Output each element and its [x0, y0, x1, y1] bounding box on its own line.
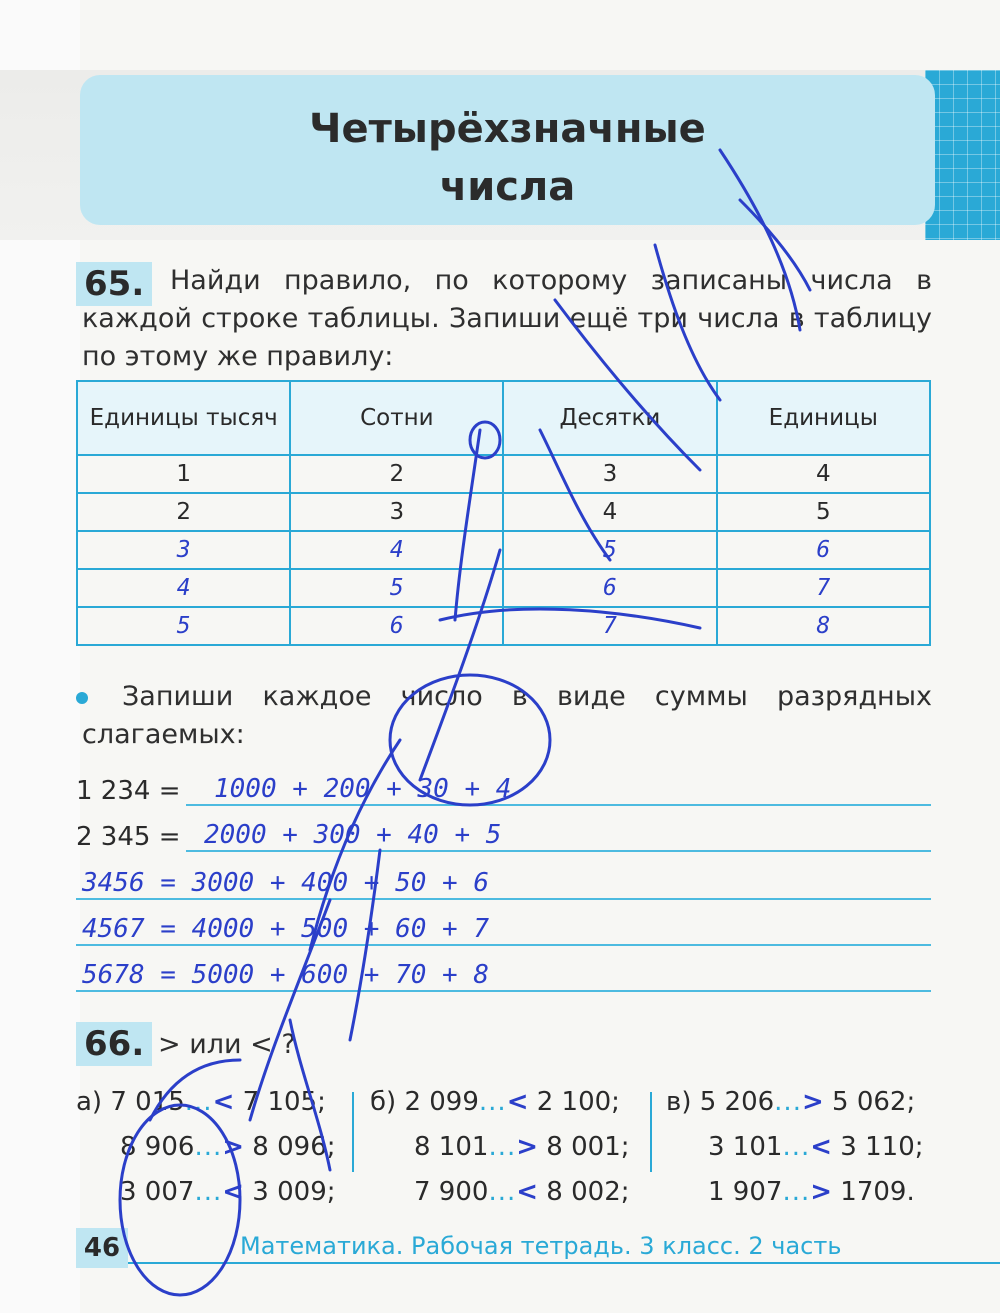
handwritten-cell[interactable]: 4: [77, 569, 290, 607]
handwritten-cell[interactable]: 3: [77, 531, 290, 569]
task-66-number: 66.: [76, 1022, 152, 1066]
number-left: 8 906: [120, 1132, 195, 1162]
handwritten-cell[interactable]: 6: [290, 607, 503, 645]
ruled-line: [76, 990, 931, 992]
equation-answer[interactable]: 1000 + 200 + 30 + 4: [214, 774, 512, 804]
ruled-line: [186, 804, 931, 806]
equation-label: 2 345 =: [76, 822, 181, 852]
title-line-1: Четырёхзначные: [309, 106, 706, 152]
number-left: 2 099: [404, 1087, 479, 1117]
handwritten-cell[interactable]: 6: [717, 531, 930, 569]
answer-blank[interactable]: ...: [194, 1177, 223, 1207]
column-divider: [650, 1092, 652, 1172]
number-left: 3 007: [120, 1177, 195, 1207]
handwritten-cell[interactable]: 7: [503, 607, 716, 645]
header-hundreds: Сотни: [290, 381, 503, 455]
page-title: [80, 100, 935, 216]
ruled-line: [76, 898, 931, 900]
compare-column-b: [370, 1080, 630, 1215]
column-letter: а): [76, 1087, 103, 1117]
table-row-handwritten: [77, 569, 930, 607]
title-line-2: числа: [439, 164, 576, 210]
handwritten-cell[interactable]: 8: [717, 607, 930, 645]
ruled-line: [76, 944, 931, 946]
header-thousands: Единицы тысяч: [77, 381, 290, 455]
answer-blank[interactable]: ...: [478, 1087, 507, 1117]
table-header-row: [77, 381, 930, 455]
table-row: [77, 493, 930, 531]
answer-sign[interactable]: >: [801, 1087, 824, 1117]
header-tens: Десятки: [503, 381, 716, 455]
task-66-prompt: > или < ?: [158, 1029, 296, 1060]
number-right: 8 002;: [546, 1177, 630, 1207]
answer-blank[interactable]: ...: [488, 1177, 517, 1207]
header-units: Единицы: [717, 381, 930, 455]
number-right: 7 105;: [242, 1087, 326, 1117]
equation-answer[interactable]: 4567 = 4000 + 500 + 60 + 7: [82, 914, 489, 944]
table-row-handwritten: [77, 531, 930, 569]
number-left: 8 101: [414, 1132, 489, 1162]
answer-blank[interactable]: ...: [488, 1132, 517, 1162]
answer-sign[interactable]: >: [516, 1132, 539, 1162]
book-title: Математика. Рабочая тетрадь. 3 класс. 2 часть: [240, 1232, 842, 1260]
number-right: 3 110;: [840, 1132, 924, 1162]
number-left: 5 206: [699, 1087, 775, 1117]
handwritten-cell[interactable]: 5: [503, 531, 716, 569]
number-left: 7 900: [414, 1177, 489, 1207]
handwritten-cell[interactable]: 7: [717, 569, 930, 607]
table-row: [77, 455, 930, 493]
compare-column-c: [666, 1080, 924, 1215]
number-right: 2 100;: [536, 1087, 620, 1117]
number-right: 5 062;: [832, 1087, 916, 1117]
number-right: 1709.: [840, 1177, 915, 1207]
table-cell: 5: [717, 493, 930, 531]
answer-blank[interactable]: ...: [194, 1132, 223, 1162]
answer-sign[interactable]: <: [810, 1132, 833, 1162]
number-left: 1 907: [708, 1177, 783, 1207]
handwritten-cell[interactable]: 4: [290, 531, 503, 569]
task-65-text: Найди правило, по которому записаны числа в каждой строке таблицы. Запиши ещё три числа в таблицу по этому же правилу:: [82, 265, 932, 372]
task-65-number: 65.: [76, 262, 152, 306]
page-number: 46: [76, 1228, 128, 1268]
table-row-handwritten: [77, 607, 930, 645]
answer-blank[interactable]: ...: [782, 1132, 811, 1162]
number-left: 3 101: [708, 1132, 783, 1162]
handwritten-cell[interactable]: 5: [290, 569, 503, 607]
table-cell: 3: [290, 493, 503, 531]
answer-sign[interactable]: <: [222, 1177, 245, 1207]
equation-label: 1 234 =: [76, 776, 181, 806]
number-right: 8 001;: [546, 1132, 630, 1162]
number-right: 8 096;: [252, 1132, 336, 1162]
handwritten-cell[interactable]: 5: [77, 607, 290, 645]
answer-blank[interactable]: ...: [782, 1177, 811, 1207]
number-right: 3 009;: [252, 1177, 336, 1207]
equation-answer[interactable]: 2000 + 300 + 40 + 5: [204, 820, 502, 850]
equation-answer[interactable]: 3456 = 3000 + 400 + 50 + 6: [82, 868, 489, 898]
answer-sign[interactable]: <: [516, 1177, 539, 1207]
compare-column-a: [76, 1080, 336, 1215]
column-letter: б): [370, 1087, 397, 1117]
answer-sign[interactable]: >: [222, 1132, 245, 1162]
answer-sign[interactable]: >: [810, 1177, 833, 1207]
table-cell: 3: [503, 455, 716, 493]
column-letter: в): [666, 1087, 692, 1117]
column-divider: [352, 1092, 354, 1172]
table-cell: 4: [717, 455, 930, 493]
ruled-line: [186, 850, 931, 852]
header-grid-decoration: [925, 70, 1000, 240]
table-cell: 1: [77, 455, 290, 493]
table-cell: 2: [77, 493, 290, 531]
answer-blank[interactable]: ...: [774, 1087, 802, 1117]
number-left: 7 015: [110, 1087, 185, 1117]
answer-sign[interactable]: <: [212, 1087, 235, 1117]
handwritten-cell[interactable]: 6: [503, 569, 716, 607]
answer-sign[interactable]: <: [506, 1087, 529, 1117]
equation-answer[interactable]: 5678 = 5000 + 600 + 70 + 8: [82, 960, 489, 990]
table-cell: 4: [503, 493, 716, 531]
place-value-table: [76, 380, 931, 646]
subtask-text: Запиши каждое число в виде суммы разрядных слагаемых:: [82, 681, 932, 750]
answer-blank[interactable]: ...: [184, 1087, 213, 1117]
table-cell: 2: [290, 455, 503, 493]
footer-rule: [128, 1262, 1000, 1264]
